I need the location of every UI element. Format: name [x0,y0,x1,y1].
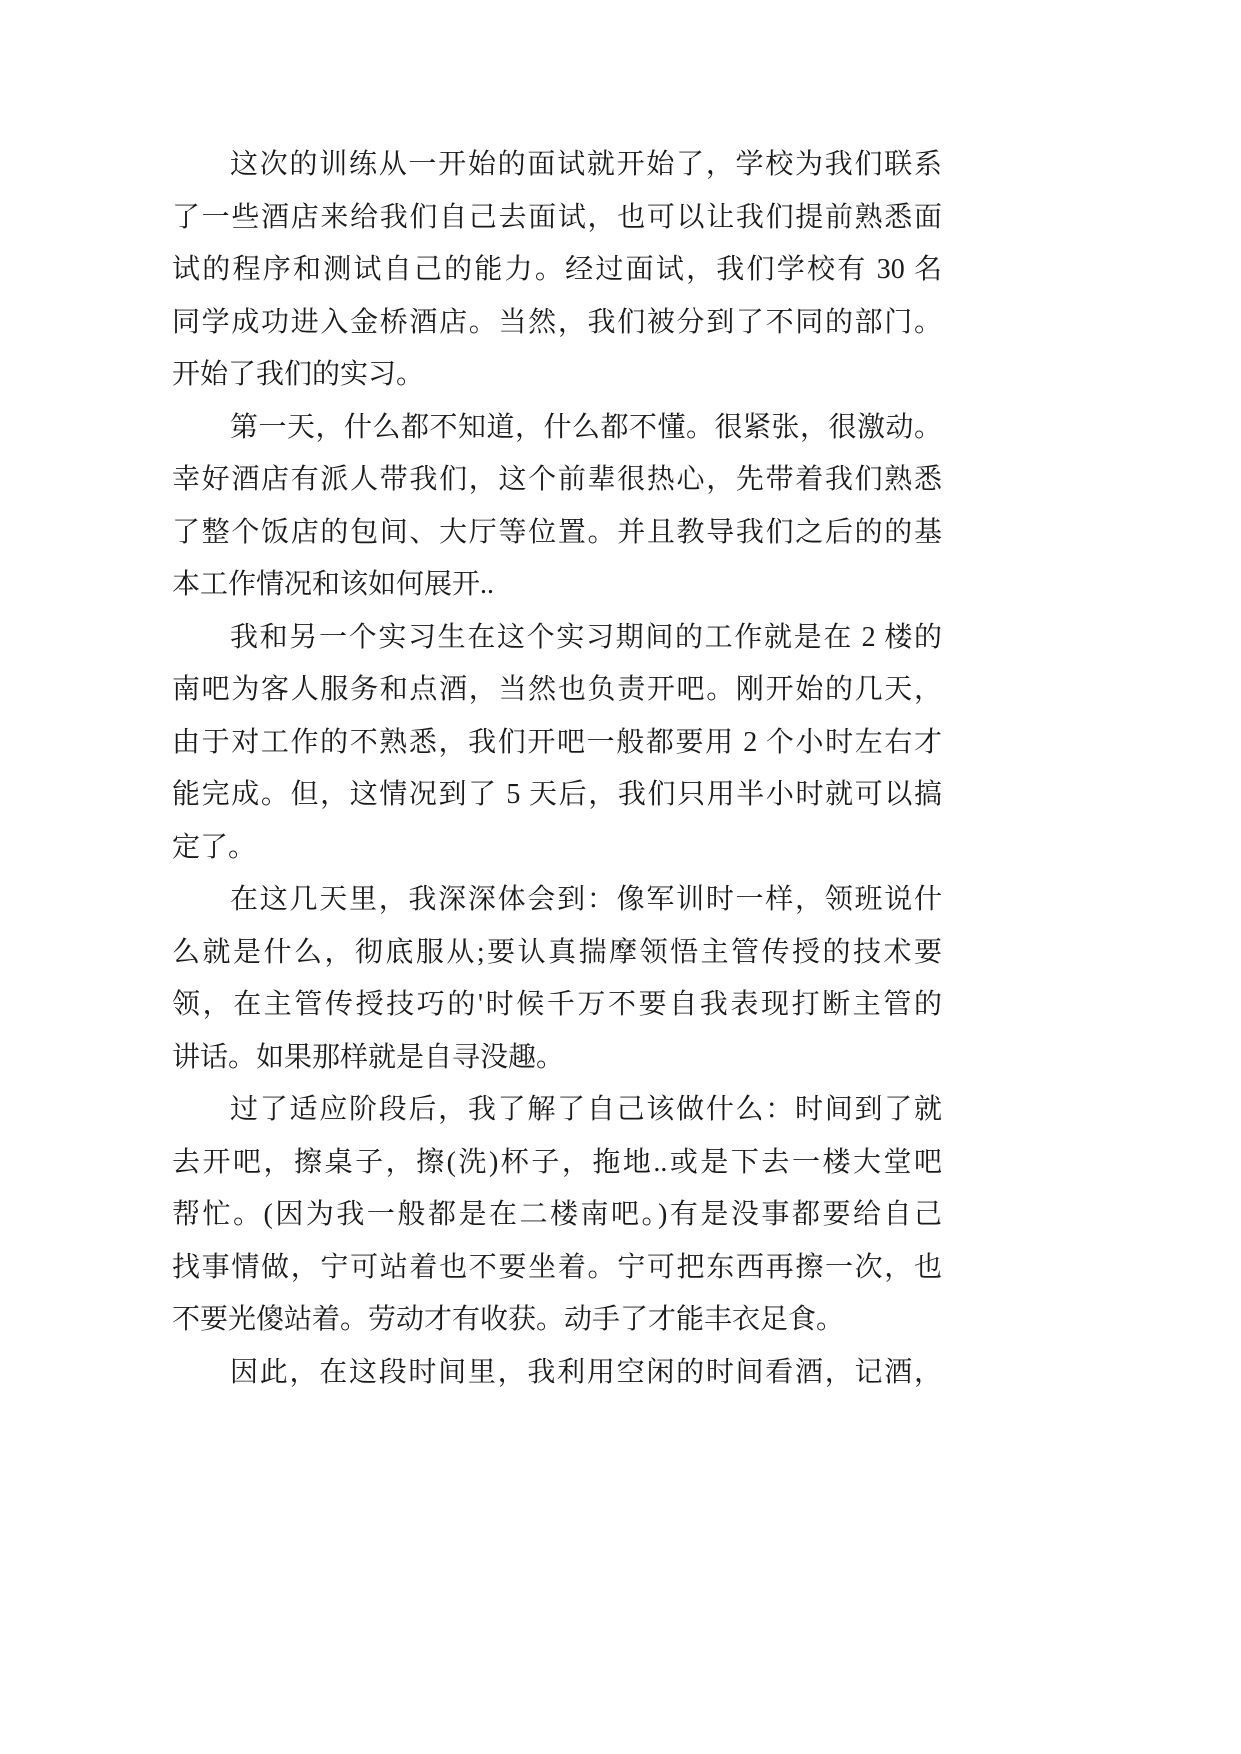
text-line: 同学成功进入金桥酒店。当然，我们被分到了不同的部门。 [172,306,942,338]
text-line: 这次的训练从一开始的面试就开始了，学校为我们联系 [230,149,942,180]
paragraph-6 [172,1347,942,1400]
text-line: 讲话。如果那样就是自寻没趣。 [172,1041,565,1073]
text-line: 试的程序和测试自己的能力。经过面试，我们学校有 30 名 [172,254,942,285]
paragraph-3 [172,612,942,875]
text-line: 去开吧，擦桌子，擦(洗)杯子，拖地..或是下去一楼大堂吧 [172,1146,942,1178]
text-line: 我和另一个实习生在这个实习期间的工作就是在 2 楼的 [230,621,942,653]
text-line: 能完成。但，这情况到了 5 天后，我们只用半小时就可以搞 [172,779,942,810]
text-line: 不要光傻站着。劳动才有收获。动手了才能丰衣足食。 [172,1304,845,1335]
text-line: 了整个饭店的包间、大厅等位置。并且教导我们之后的的基 [172,516,942,548]
text-line: 南吧为客人服务和点酒，当然也负责开吧。刚开始的几天， [172,674,942,705]
document-body [172,139,942,1399]
text-line: 本工作情况和该如何展开.. [172,569,495,600]
text-line: 在这几天里，我深深体会到：像军训时一样，领班说什 [230,884,942,915]
paragraph-1 [172,139,942,402]
text-line: 定了。 [172,831,257,863]
text-line: 找事情做，宁可站着也不要坐着。宁可把东西再擦一次，也 [172,1251,942,1283]
paragraph-5 [172,1084,942,1347]
text-line: 幸好酒店有派人带我们，这个前辈很热心，先带着我们熟悉 [172,464,942,495]
text-line: 过了适应阶段后，我了解了自己该做什么：时间到了就 [230,1094,942,1125]
text-line: 帮忙。(因为我一般都是在二楼南吧。)有是没事都要给自己 [172,1199,942,1230]
text-line: 么就是什么，彻底服从;要认真揣摩领悟主管传授的技术要 [172,936,942,968]
paragraph-4 [172,874,942,1084]
text-line: 因此，在这段时间里，我利用空闲的时间看酒，记酒， [230,1356,942,1388]
text-line: 由于对工作的不熟悉，我们开吧一般都要用 2 个小时左右才 [172,726,942,758]
text-line: 领，在主管传授技巧的'时候千万不要自我表现打断主管的 [172,989,942,1020]
paragraph-2 [172,402,942,612]
text-line: 了一些酒店来给我们自己去面试，也可以让我们提前熟悉面 [172,201,942,233]
text-line: 第一天，什么都不知道，什么都不懂。很紧张，很激动。 [230,411,942,443]
text-line: 开始了我们的实习。 [172,359,425,390]
